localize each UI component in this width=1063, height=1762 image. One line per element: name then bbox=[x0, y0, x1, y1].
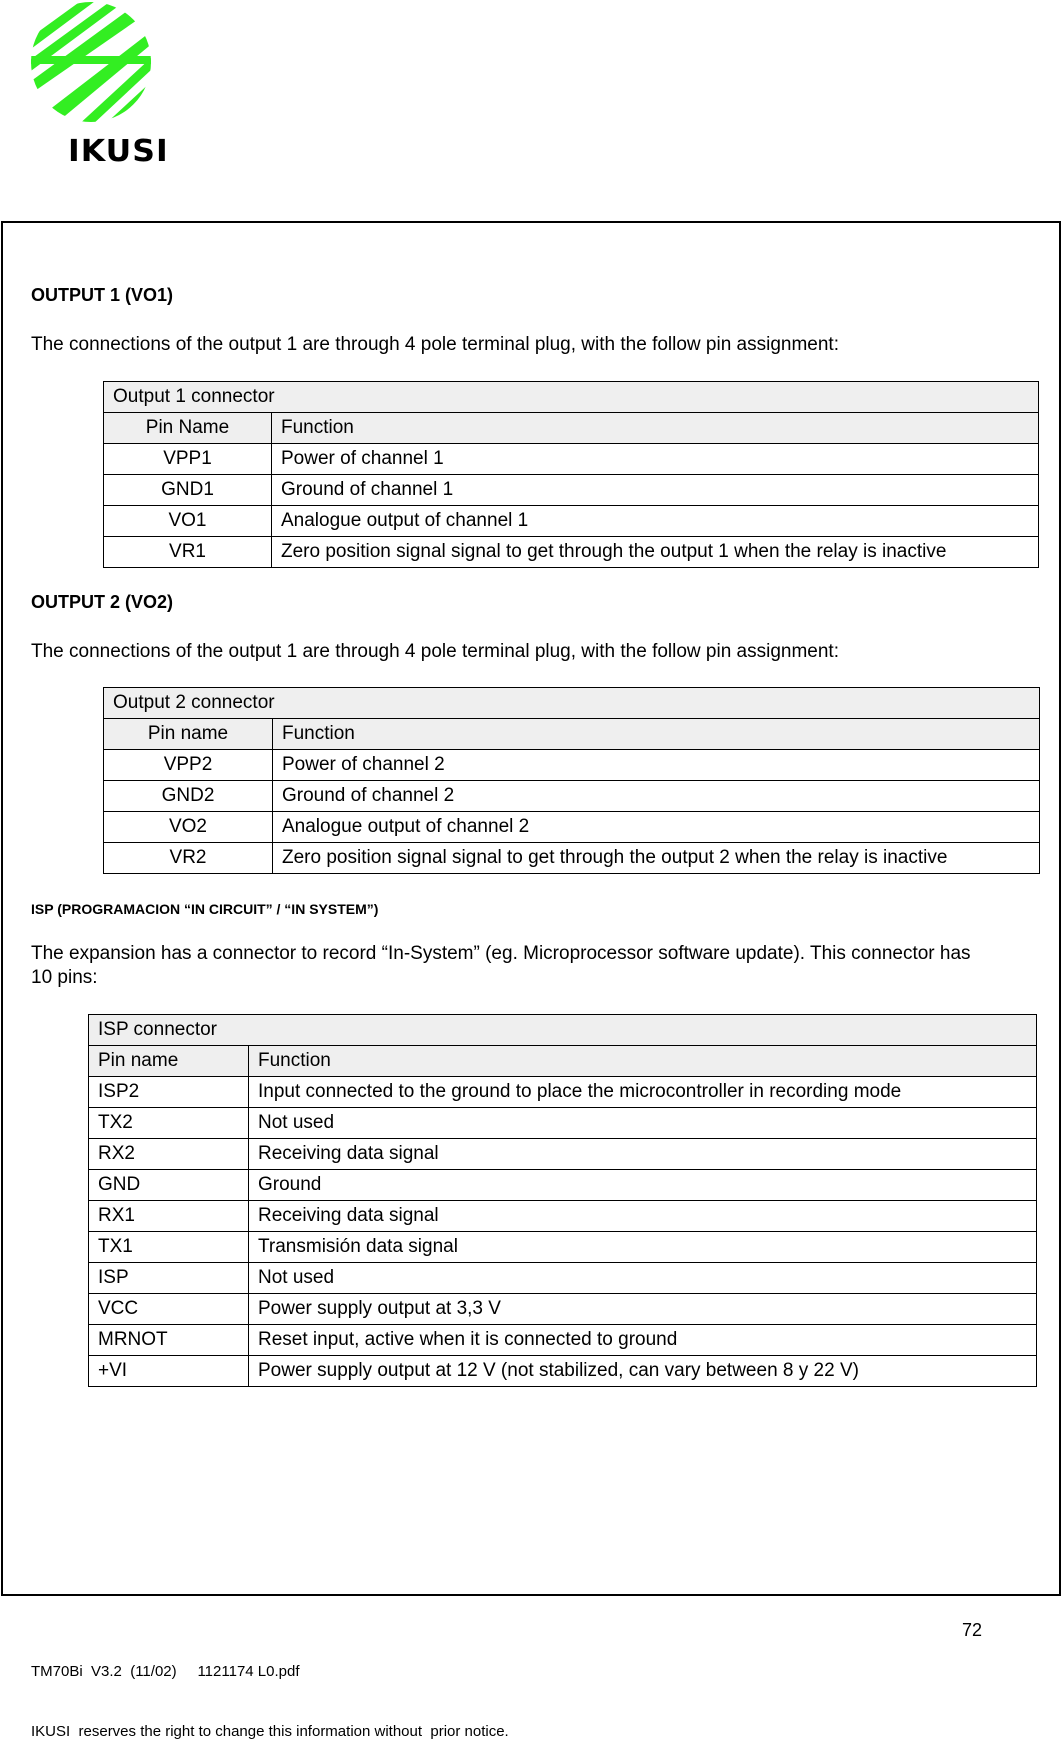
function-cell: Input connected to the ground to place the microcontroller in recording mode bbox=[249, 1077, 1037, 1108]
function-cell: Zero position signal signal to get through the output 2 when the relay is inactive bbox=[273, 843, 1040, 874]
table-row bbox=[89, 1232, 1037, 1263]
ikusi-logo bbox=[26, 0, 169, 180]
column-header-pin: Pin Name bbox=[104, 413, 272, 444]
output2-connector-table bbox=[103, 687, 1040, 874]
isp-intro-line1: The expansion has a connector to record “In-System” (eg. Microprocessor software update). This connector has bbox=[31, 943, 971, 964]
column-header-pin: Pin name bbox=[89, 1046, 249, 1077]
function-cell: Ground bbox=[249, 1170, 1037, 1201]
table-row bbox=[104, 475, 1039, 506]
pin-cell: VR2 bbox=[104, 843, 273, 874]
column-header-function: Function bbox=[272, 413, 1039, 444]
function-cell: Transmisión data signal bbox=[249, 1232, 1037, 1263]
function-cell: Analogue output of channel 2 bbox=[273, 812, 1040, 843]
pin-cell: +VI bbox=[89, 1356, 249, 1387]
function-cell: Ground of channel 1 bbox=[272, 475, 1039, 506]
section-heading-isp: ISP (PROGRAMACION “IN CIRCUIT” / “IN SYSTEM”) bbox=[31, 901, 379, 917]
pin-cell: GND2 bbox=[104, 781, 273, 812]
function-cell: Receiving data signal bbox=[249, 1201, 1037, 1232]
table-row bbox=[104, 750, 1040, 781]
isp-intro-line2: 10 pins: bbox=[31, 967, 98, 988]
table-row bbox=[89, 1170, 1037, 1201]
ikusi-logo-mark-icon bbox=[26, 0, 156, 130]
table-caption: ISP connector bbox=[89, 1015, 1037, 1046]
column-header-function: Function bbox=[249, 1046, 1037, 1077]
table-row bbox=[104, 444, 1039, 475]
function-cell: Power supply output at 3,3 V bbox=[249, 1294, 1037, 1325]
page-footer bbox=[31, 1622, 509, 1762]
function-cell: Not used bbox=[249, 1263, 1037, 1294]
table-caption: Output 2 connector bbox=[104, 688, 1040, 719]
pin-cell: MRNOT bbox=[89, 1325, 249, 1356]
pin-cell: ISP2 bbox=[89, 1077, 249, 1108]
table-row bbox=[104, 812, 1040, 843]
table-row bbox=[89, 1356, 1037, 1387]
page-number: 72 bbox=[962, 1620, 983, 1640]
column-header-function: Function bbox=[273, 719, 1040, 750]
output2-intro: The connections of the output 1 are through 4 pole terminal plug, with the follow pin assignment: bbox=[31, 641, 839, 662]
table-row bbox=[89, 1325, 1037, 1356]
footer-notice: IKUSI reserves the right to change this information without prior notice. bbox=[31, 1723, 509, 1740]
table-row bbox=[104, 506, 1039, 537]
function-cell: Receiving data signal bbox=[249, 1139, 1037, 1170]
table-row bbox=[89, 1139, 1037, 1170]
table-row bbox=[89, 1201, 1037, 1232]
pin-cell: TX1 bbox=[89, 1232, 249, 1263]
function-cell: Zero position signal signal to get through the output 1 when the relay is inactive bbox=[272, 537, 1039, 568]
logo-wordmark: IKUSI bbox=[68, 134, 169, 169]
table-row bbox=[104, 781, 1040, 812]
pin-cell: VCC bbox=[89, 1294, 249, 1325]
table-row bbox=[89, 1108, 1037, 1139]
function-cell: Analogue output of channel 1 bbox=[272, 506, 1039, 537]
table-row bbox=[104, 843, 1040, 874]
pin-cell: VO1 bbox=[104, 506, 272, 537]
pin-cell: TX2 bbox=[89, 1108, 249, 1139]
output1-intro: The connections of the output 1 are through 4 pole terminal plug, with the follow pin assignment: bbox=[31, 334, 839, 355]
pin-cell: VR1 bbox=[104, 537, 272, 568]
pin-cell: RX1 bbox=[89, 1201, 249, 1232]
table-row bbox=[89, 1294, 1037, 1325]
function-cell: Reset input, active when it is connected to ground bbox=[249, 1325, 1037, 1356]
function-cell: Not used bbox=[249, 1108, 1037, 1139]
section-heading-output2: OUTPUT 2 (VO2) bbox=[31, 592, 174, 612]
table-row bbox=[89, 1077, 1037, 1108]
pin-cell: VO2 bbox=[104, 812, 273, 843]
isp-connector-table bbox=[88, 1014, 1037, 1387]
section-heading-output1: OUTPUT 1 (VO1) bbox=[31, 285, 174, 305]
function-cell: Power of channel 1 bbox=[272, 444, 1039, 475]
table-row bbox=[89, 1263, 1037, 1294]
function-cell: Ground of channel 2 bbox=[273, 781, 1040, 812]
pin-cell: VPP1 bbox=[104, 444, 272, 475]
footer-doc-ref: TM70Bi V3.2 (11/02) 1121174 L0.pdf bbox=[31, 1663, 300, 1680]
table-row bbox=[104, 537, 1039, 568]
function-cell: Power supply output at 12 V (not stabilized, can vary between 8 y 22 V) bbox=[249, 1356, 1037, 1387]
pin-cell: GND1 bbox=[104, 475, 272, 506]
pin-cell: VPP2 bbox=[104, 750, 273, 781]
pin-cell: GND bbox=[89, 1170, 249, 1201]
column-header-pin: Pin name bbox=[104, 719, 273, 750]
function-cell: Power of channel 2 bbox=[273, 750, 1040, 781]
table-caption: Output 1 connector bbox=[104, 382, 1039, 413]
pin-cell: ISP bbox=[89, 1263, 249, 1294]
output1-connector-table bbox=[103, 381, 1039, 568]
pin-cell: RX2 bbox=[89, 1139, 249, 1170]
